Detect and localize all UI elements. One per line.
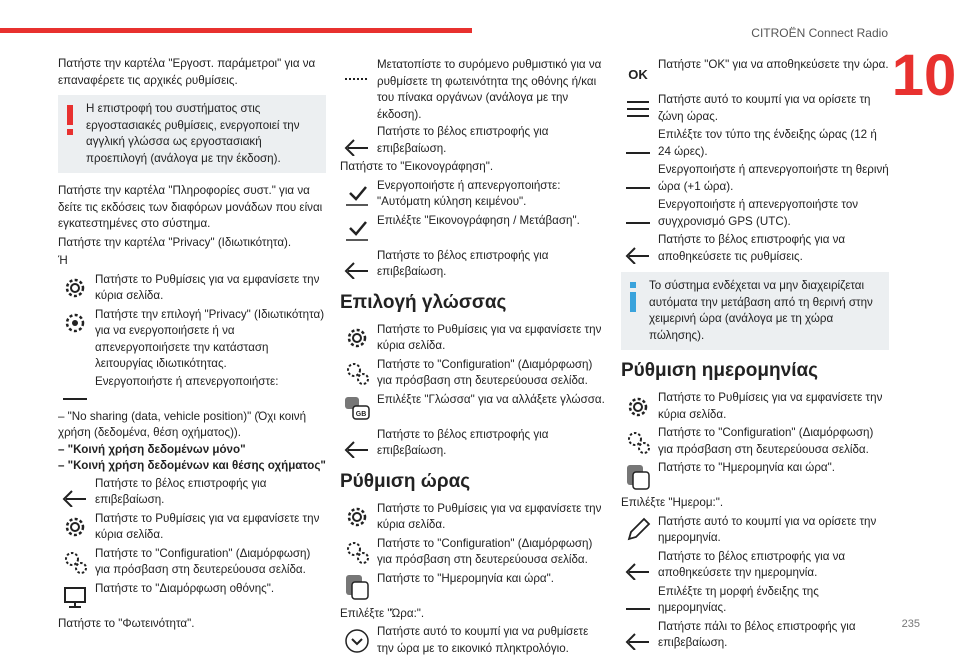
step-text: Επιλέξτε τη μορφή ένδειξης της ημερομηνίας. [658,584,819,614]
column-1 [58,56,326,634]
step-row [340,213,608,247]
column-3 [621,56,889,654]
info-note [621,272,889,350]
toggle-icon [621,584,654,617]
step-row [340,248,608,282]
step-row [340,571,608,605]
note-text: Η επιστροφή του συστήματος στις εργοστασιακές ρυθμίσεις, ενεργοποιεί την αγγλική γλώσσα ως εργοστασιακή προεπιλογή (ανάλογα με την έκδοση). [86,102,300,165]
step-text: Πατήστε το Ρυθμίσεις για να εμφανίσετε την κύρια σελίδα. [377,322,602,352]
step-text: Πατήστε το "Configuration" (Διαμόρφωση) για πρόσβαση στη δευτερεύουσα σελίδα. [377,357,593,387]
language-code-label: GB [355,411,366,418]
toggle-icon [621,162,654,195]
step-row [58,581,326,615]
step-row [621,57,889,91]
step-text: Πατήστε αυτό το κουμπί για να ορίσετε τη ζώνη ώρας. [658,93,871,123]
step-row [340,57,608,123]
step-text: Επιλέξτε "Εικονογράφηση / Μετάβαση". [377,213,580,227]
step-row [340,624,608,658]
gear-icon [340,501,373,534]
ok-label: OK [627,66,648,82]
date-time-icon [621,460,654,493]
gear-icon [58,511,91,544]
toggle-icon [58,374,91,407]
step-text: Ενεργοποιήστε ή απενεργοποιήστε: [95,374,279,388]
step-text: Επιλέξτε τον τύπο της ένδειξης ώρας (12 ή 24 ώρες). [658,128,877,158]
step-row [621,584,889,618]
option-item: – "No sharing (data, vehicle position)" (Όχι κοινή χρήση (δεδομένα, θέση οχήματος)). [58,409,307,439]
step-text: Ενεργοποιήστε ή απενεργοποιήστε: "Αυτόματη κύληση κειμένου". [377,178,561,208]
list-icon [621,92,654,125]
configuration-icon [621,425,654,458]
display-icon [58,581,91,614]
page-header-title: CITROËN Connect Radio [751,26,888,40]
back-arrow-icon [621,549,654,582]
step-text: Πατήστε το βέλος επιστροφής για επιβεβαίωση. [377,248,549,278]
info-icon [629,282,637,312]
step-text: Ενεργοποιήστε ή απενεργοποιήστε τον συγχρονισμό GPS (UTC). [658,198,859,228]
step-text: Πατήστε αυτό το κουμπί για να ορίσετε την ημερομηνία. [658,514,877,544]
checkbox-icon [340,213,373,246]
paragraph: Πατήστε την καρτέλα "Εργοστ. παράμετροι" για να επαναφέρετε τις αρχικές ρυθμίσεις. [58,57,316,87]
step-row [621,549,889,583]
step-text: Ενεργοποιήστε ή απενεργοποιήστε τη θερινή ώρα (+1 ώρα). [658,163,889,193]
step-row [340,427,608,461]
step-text: Πατήστε το "Configuration" (Διαμόρφωση) για πρόσβαση στη δευτερεύουσα σελίδα. [95,546,311,576]
step-text: Πατήστε το "Configuration" (Διαμόρφωση) για πρόσβαση στη δευτερεύουσα σελίδα. [658,426,874,456]
back-arrow-icon [58,476,91,509]
option-item: – "Κοινή χρήση δεδομένων και θέσης οχήματος" [58,459,326,472]
step-text: Πατήστε το βέλος επιστροφής για επιβεβαίωση. [95,476,267,506]
step-row [58,476,326,510]
step-row [621,425,889,459]
step-row [621,619,889,653]
step-text: Επιλέξτε "Γλώσσα" για να αλλάξετε γλώσσα. [377,392,605,406]
step-row [621,390,889,424]
step-text: Πατήστε το Ρυθμίσεις για να εμφανίσετε την κύρια σελίδα. [95,272,320,302]
step-row [58,307,326,373]
step-text: Πατήστε το βέλος επιστροφής για επιβεβαίωση. [377,427,549,457]
column-2 [340,56,608,659]
step-text: Πατήστε πάλι το βέλος επιστροφής για επιβεβαίωση. [658,619,856,649]
configuration-icon [340,536,373,569]
step-text: Μετατοπίστε το συρόμενο ρυθμιστικό για να ρυθμίσετε τη φωτεινότητα της οθόνης ή/και του πίνακα οργάνων (ανάλογα με την έκδοση). [377,58,602,121]
gear-icon [58,272,91,305]
warning-note [58,95,326,173]
step-text: Πατήστε το Ρυθμίσεις για να εμφανίσετε την κύρια σελίδα. [95,511,320,541]
toggle-icon [621,197,654,230]
step-row [340,322,608,356]
paragraph: Επιλέξτε "Ημερομ:". [621,496,724,509]
paragraph: Πατήστε το "Φωτεινότητα". [58,616,195,630]
section-heading: Ρύθμιση ώρας [340,470,471,492]
back-arrow-icon [621,232,654,265]
back-arrow-icon [621,619,654,652]
step-text: Πατήστε το βέλος επιστροφής για να αποθηκεύσετε τις ρυθμίσεις. [658,233,846,263]
step-row [621,127,889,161]
step-row [340,124,608,158]
configuration-icon [58,546,91,579]
step-row [621,232,889,266]
chevron-down-icon [340,624,373,657]
step-row [621,162,889,196]
step-text: Πατήστε το "Configuration" (Διαμόρφωση) για πρόσβαση στη δευτερεύουσα σελίδα. [377,536,593,566]
step-row [58,511,326,545]
pencil-icon [621,514,654,547]
step-text: Πατήστε το "Διαμόρφωση οθόνης". [95,581,275,595]
step-row [621,197,889,231]
step-row [58,546,326,580]
step-row [58,374,326,408]
configuration-icon [340,357,373,390]
step-row [340,536,608,570]
chapter-number: 10 [891,43,957,108]
checkbox-icon [340,178,373,211]
step-row [340,357,608,391]
step-text: Πατήστε αυτό το κουμπί για να ρυθμίσετε την ώρα με το εικονικό πληκτρολόγιο. [377,625,589,655]
note-text: Το σύστημα ενδέχεται να μην διαχειρίζεται αυτόματα την μετάβαση από τη θερινή στην χειμερινή ώρα (ανάλογα με τη χώρα πώλησης). [649,279,873,342]
step-row [340,178,608,212]
step-text: Πατήστε το βέλος επιστροφής για επιβεβαίωση. [377,125,549,155]
ok-button-icon [621,57,654,90]
back-arrow-icon [340,124,373,157]
back-arrow-icon [340,248,373,281]
page-number: 235 [901,617,920,630]
step-text: Πατήστε το βέλος επιστροφής για να αποθηκεύσετε την ημερομηνία. [658,549,846,579]
toggle-icon [621,127,654,160]
step-row [621,460,889,494]
header-accent-bar [0,28,472,33]
slider-icon [340,57,373,90]
date-time-icon [340,571,373,604]
step-text: Πατήστε το "Ημερομηνία και ώρα". [377,571,554,585]
step-text: Πατήστε το "Ημερομηνία και ώρα". [658,461,835,474]
step-text: Πατήστε το Ρυθμίσεις για να εμφανίσετε την κύρια σελίδα. [658,391,883,421]
language-icon [340,392,373,425]
section-heading: Επιλογή γλώσσας [340,291,507,313]
gear-icon [340,322,373,355]
back-arrow-icon [340,427,373,460]
privacy-gear-icon [58,307,91,340]
warning-icon [66,105,74,135]
step-row [340,501,608,535]
step-text: Πατήστε "OK" για να αποθηκεύσετε την ώρα. [658,58,889,71]
paragraph: Πατήστε το "Εικονογράφηση". [340,160,494,173]
step-row [340,392,608,426]
paragraph: Ή [58,254,68,267]
step-row [621,92,889,126]
paragraph: Πατήστε την καρτέλα "Πληροφορίες συστ." για να δείτε τις εκδόσεις των διαφόρων μονάδων που είναι εγκατεστημένες στο σύστημα. [58,184,323,230]
gear-icon [621,390,654,423]
section-heading: Ρύθμιση ημερομηνίας [621,360,819,381]
step-row [621,514,889,548]
step-text: Πατήστε την επιλογή "Privacy" (Ιδιωτικότητα) για να ενεργοποιήσετε ή να απενεργοποιήσετε την κατάσταση λειτουργίας ιδιωτικότητας. [95,307,325,370]
step-row [58,272,326,306]
paragraph: Επιλέξτε "Ώρα:". [340,606,425,620]
option-item: – "Κοινή χρήση δεδομένων μόνο" [58,442,246,456]
paragraph: Πατήστε την καρτέλα "Privacy" (Ιδιωτικότητα). [58,235,292,249]
step-text: Πατήστε το Ρυθμίσεις για να εμφανίσετε την κύρια σελίδα. [377,501,602,531]
